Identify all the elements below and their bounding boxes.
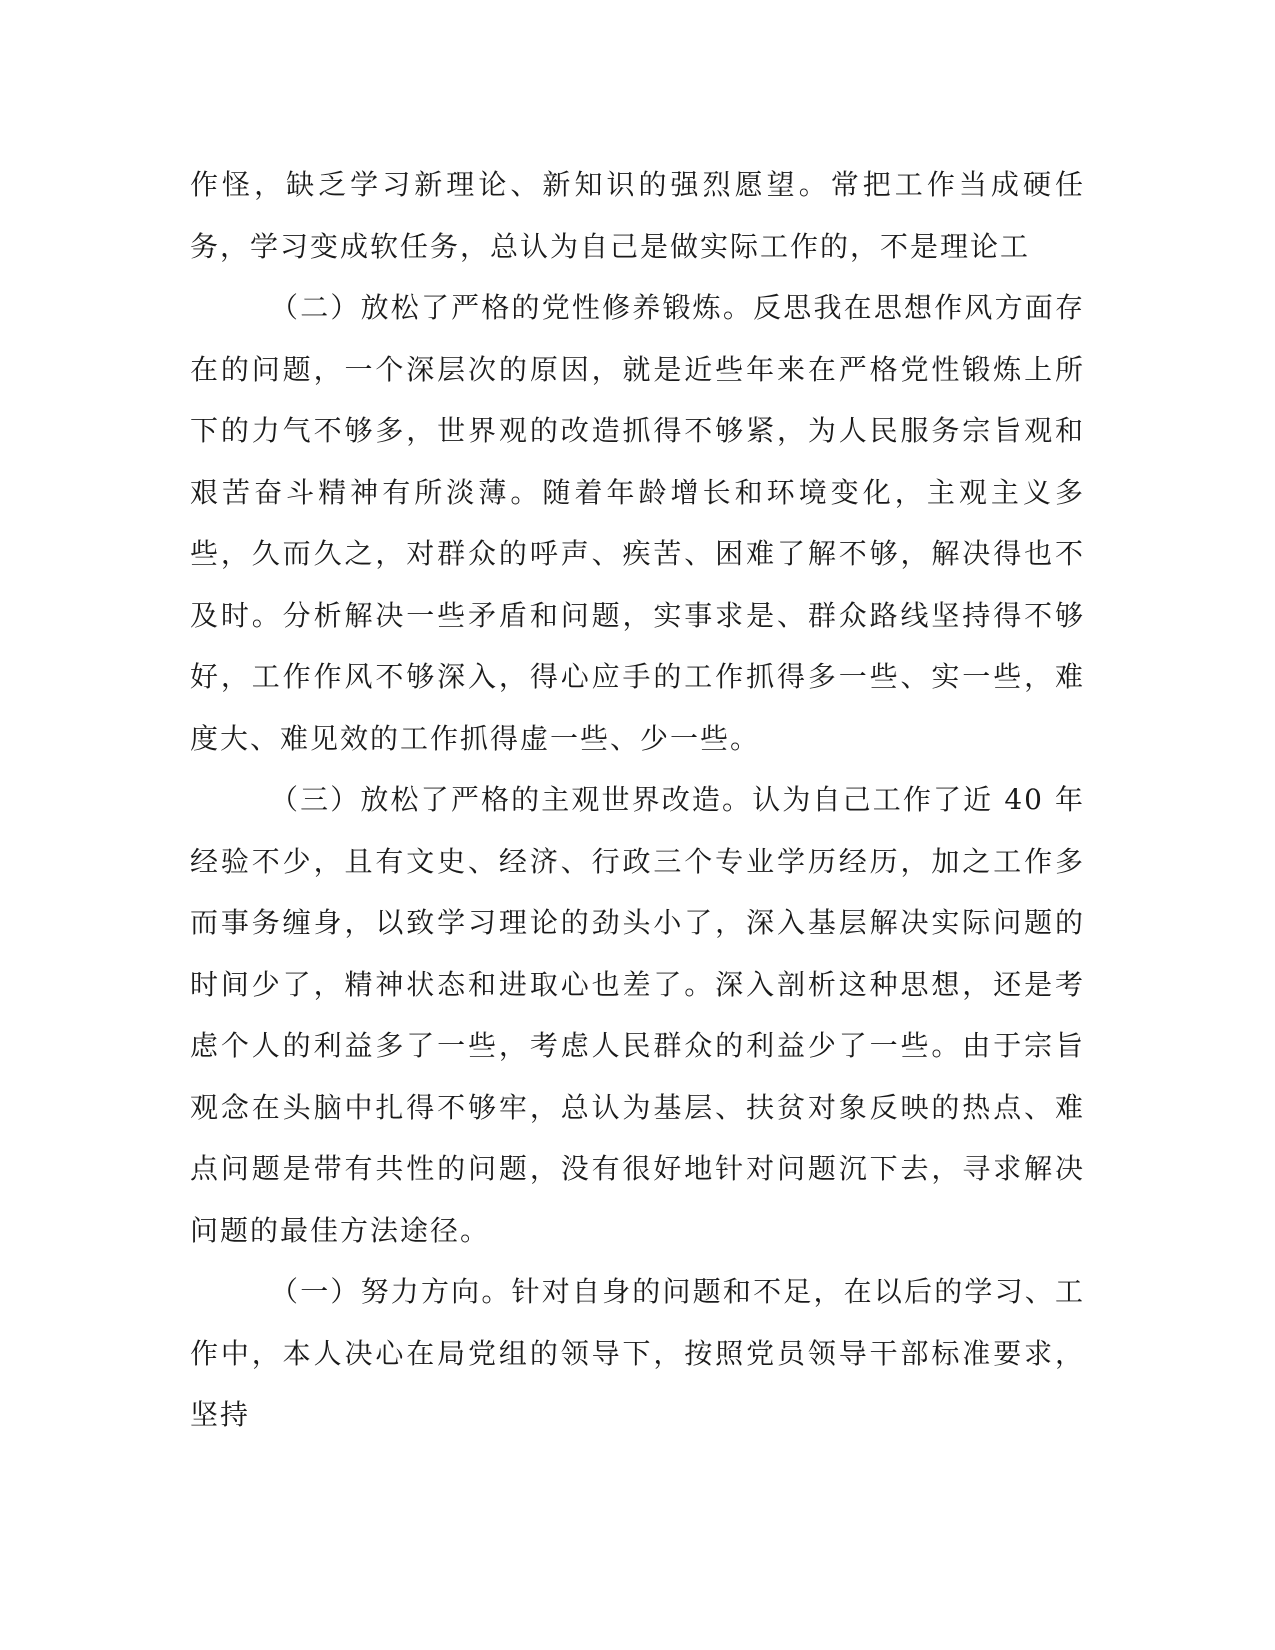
paragraph-effort-direction: （一）努力方向。针对自身的问题和不足，在以后的学习、工作中，本人决心在局党组的领导下，按照党员领导干部标准要求，坚持: [190, 1275, 1085, 1431]
paragraph-section-two: （二）放松了严格的党性修养锻炼。反思我在思想作风方面存在的问题，一个深层次的原因，就是近些年来在严格党性锻炼上所下的力气不够多，世界观的改造抓得不够紧，为人民服务宗旨观和艰苦奋斗精神有所淡薄。随着年龄增长和环境变化，主观主义多些，久而久之，对群众的呼声、疾苦、困难了解不够，解决得也不及时。分析解决一些矛盾和问题，实事求是、群众路线坚持得不够好，工作作风不够深入，得心应手的工作抓得多一些、实一些，难度大、难见效的工作抓得虚一些、少一些。: [190, 291, 1085, 755]
document-body: [190, 154, 1085, 1446]
paragraph-section-three: （三）放松了严格的主观世界改造。认为自己工作了近 40 年经验不少，且有文史、经济、行政三个专业学历经历，加之工作多而事务缠身，以致学习理论的劲头小了，深入基层解决实际问题的时间少了，精神状态和进取心也差了。深入剖析这种思想，还是考虑个人的利益多了一些，考虑人民群众的利益少了一些。由于宗旨观念在头脑中扎得不够牢，总认为基层、扶贫对象反映的热点、难点问题是带有共性的问题，没有很好地针对问题沉下去，寻求解决问题的最佳方法途径。: [190, 783, 1085, 1247]
paragraph-continuation: 作怪，缺乏学习新理论、新知识的强烈愿望。常把工作当成硬任务，学习变成软任务，总认为自己是做实际工作的，不是理论工: [190, 168, 1085, 263]
